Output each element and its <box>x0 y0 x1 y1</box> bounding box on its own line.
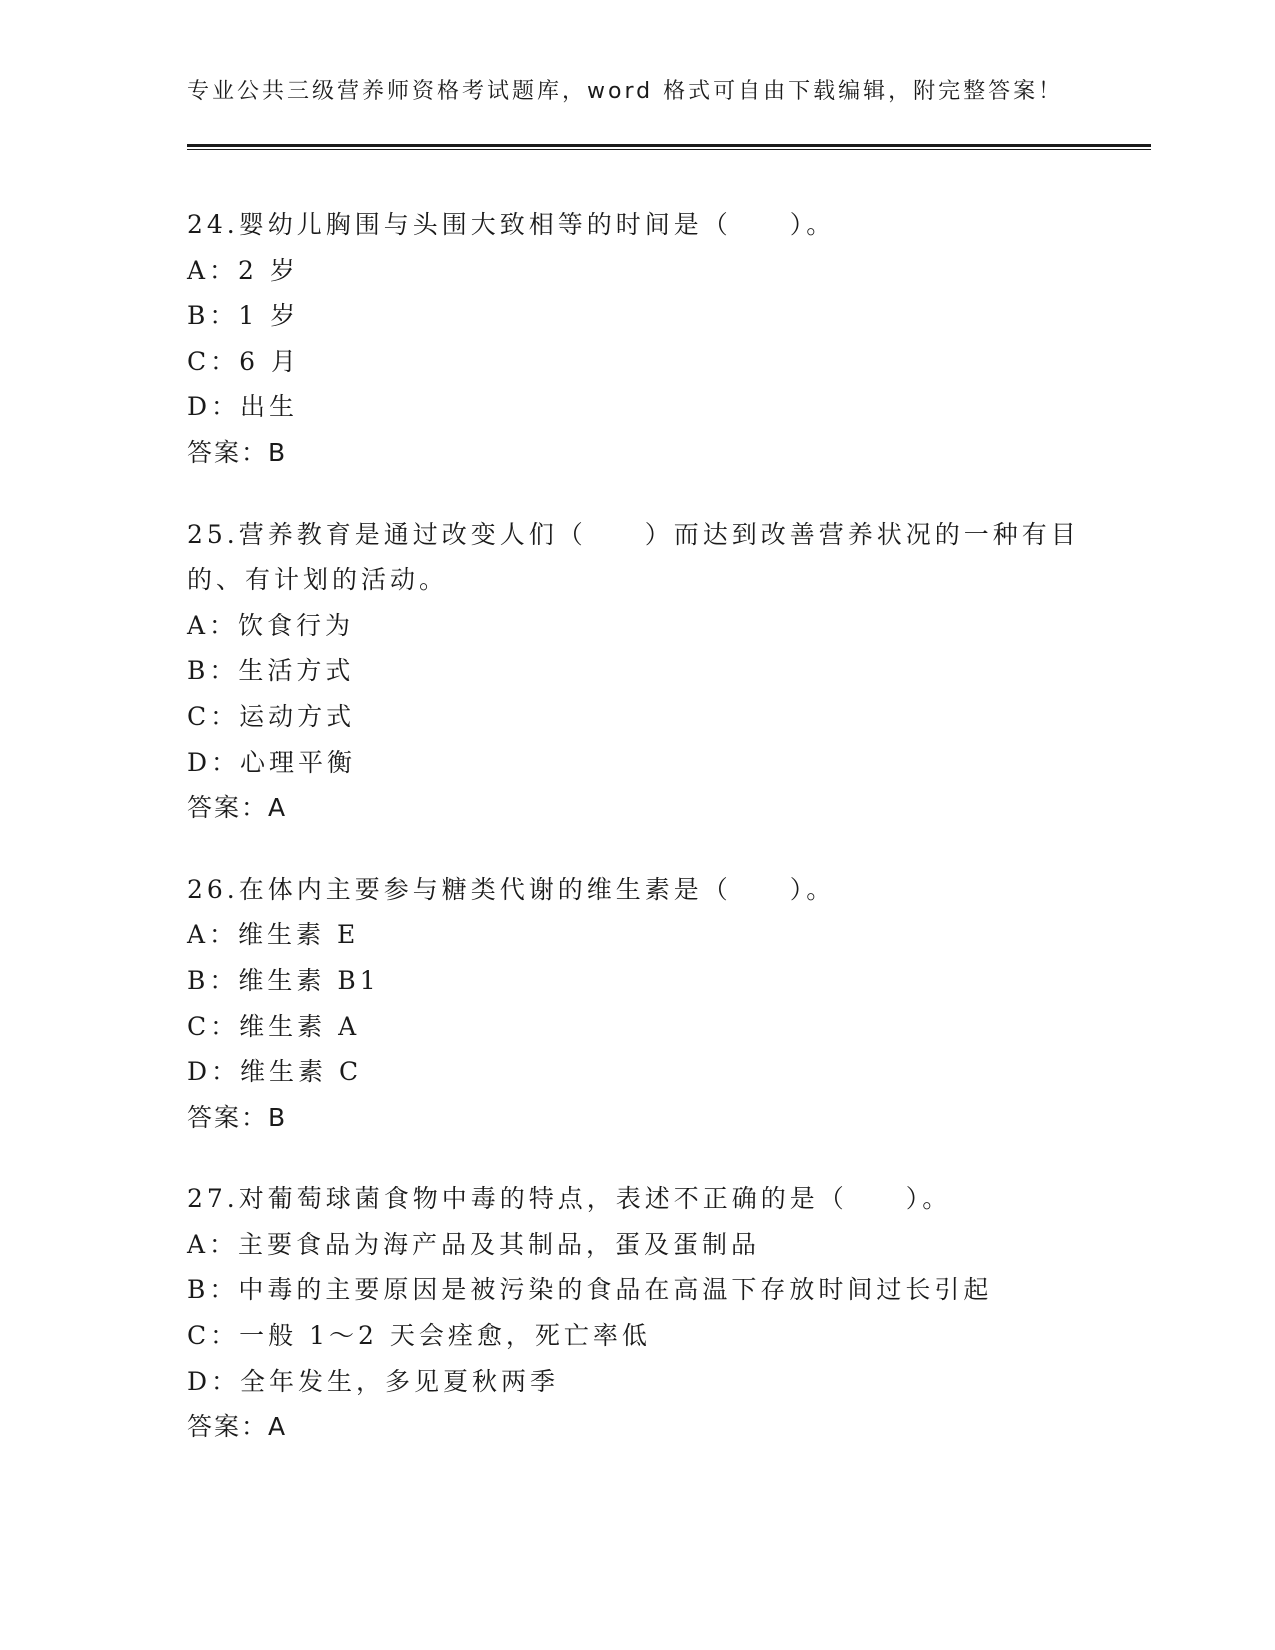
question-24 <box>187 202 1087 476</box>
option-d: D：心理平衡 <box>187 747 357 777</box>
question-text: 24.婴幼儿胸围与头围大致相等的时间是（ ）。 <box>187 210 836 239</box>
option-c: C：维生素 A <box>187 1011 361 1041</box>
option-c: C：运动方式 <box>187 701 356 731</box>
answer-text: 答案：B <box>187 1102 288 1132</box>
answer-text: 答案：B <box>187 437 288 467</box>
option-d: D：维生素 C <box>187 1057 363 1087</box>
question-text: 26.在体内主要参与糖类代谢的维生素是（ ）。 <box>187 874 836 904</box>
option-b: B：1 岁 <box>187 301 300 331</box>
option-a: A：主要食品为海产品及其制品，蛋及蛋制品 <box>187 1229 761 1259</box>
page-header: 专业公共三级营养师资格考试题库，word 格式可自由下载编辑，附完整答案！ <box>187 79 1064 104</box>
option-a: A：饮食行为 <box>187 610 355 640</box>
option-d: D：出生 <box>187 392 299 422</box>
option-c: C：6 月 <box>187 346 300 376</box>
question-25 <box>187 512 1087 831</box>
answer-text: 答案：A <box>187 793 288 823</box>
question-27 <box>187 1176 1087 1450</box>
question-26 <box>187 867 1087 1141</box>
option-b: B：维生素 B1 <box>187 965 380 995</box>
question-list <box>187 202 1087 1486</box>
option-d: D：全年发生，多见夏秋两季 <box>187 1366 560 1396</box>
option-b: B：中毒的主要原因是被污染的食品在高温下存放时间过长引起 <box>187 1275 993 1305</box>
option-a: A：维生素 E <box>187 920 360 950</box>
option-c: C：一般 1～2 天会痊愈，死亡率低 <box>187 1321 651 1351</box>
header-divider <box>187 144 1151 150</box>
question-text: 25.营养教育是通过改变人们（ ）而达到改善营养状况的一种有目的、有计划的活动。 <box>187 519 1080 595</box>
option-a: A：2 岁 <box>187 255 299 285</box>
option-b: B：生活方式 <box>187 656 355 686</box>
answer-text: 答案：A <box>187 1412 288 1442</box>
question-text: 27.对葡萄球菌食物中毒的特点，表述不正确的是（ ）。 <box>187 1184 952 1214</box>
